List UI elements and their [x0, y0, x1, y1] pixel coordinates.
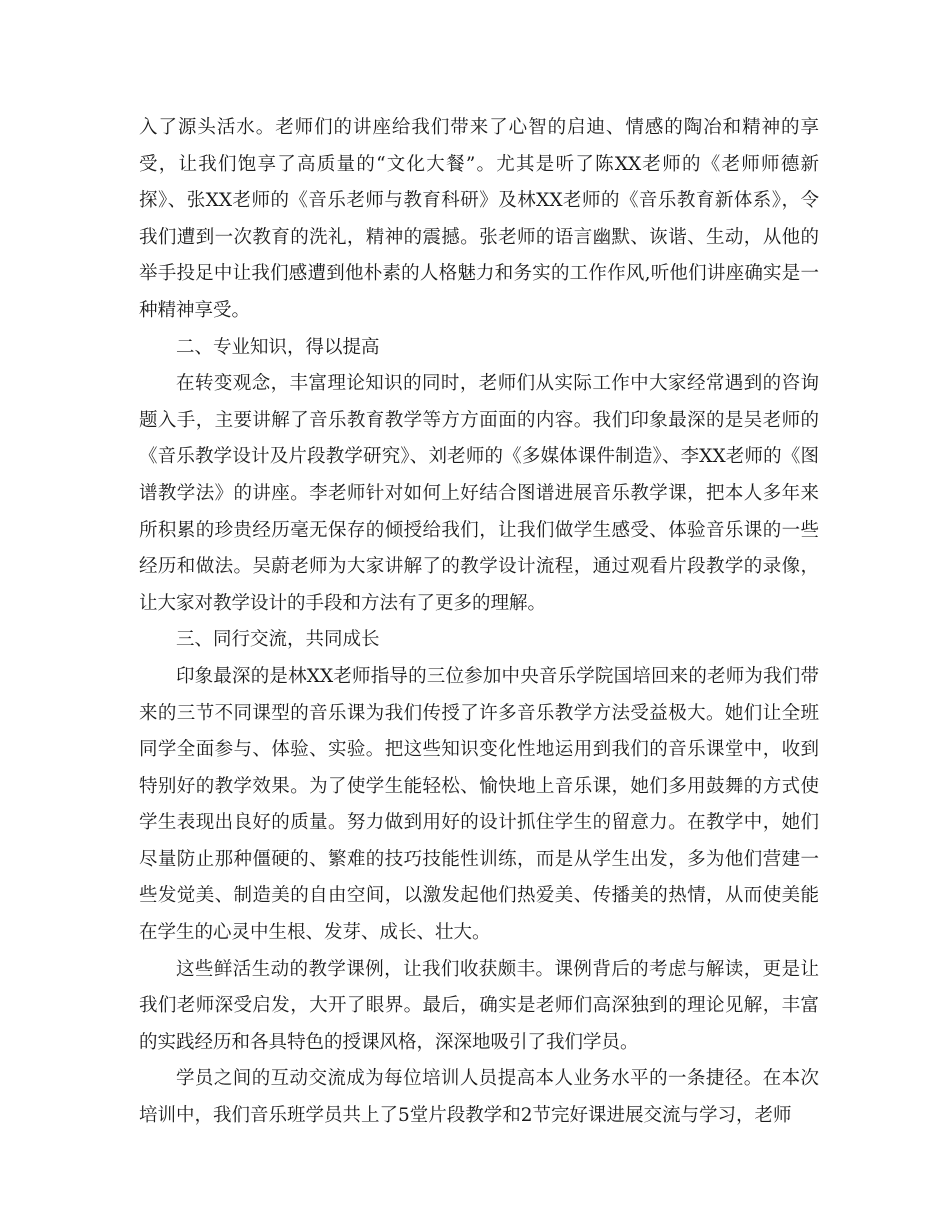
- paragraph-professional-knowledge: 在转变观念，丰富理论知识的同时，老师们从实际工作中大家经常遇到的咨询题入手，主要讲解了音乐教育教学等方方面面的内容。我们印象最深的是吴老师的《音乐教学设计及片段教学研究》、刘老师的《多媒体课件制造》、李XX老师的《图谱教学法》的讲座。李老师针对如何上好结合图谱进展音乐教学课，把本人多年来所积累的珍贵经历毫无保存的倾授给我们，让我们做学生感受、体验音乐课的一些经历和做法。吴蔚老师为大家讲解了的教学设计流程，通过观看片段教学的录像，让大家对教学设计的手段和方法有了更多的理解。: [139, 373, 819, 614]
- paragraph-lecture-summary: 入了源头活水。老师们的讲座给我们带来了心智的启迪、情感的陶冶和精神的享受，让我们饱享了高质量的“文化大餐”。尤其是听了陈XX老师的《老师师德新探》、张XX老师的《音乐老师与教育科研》及林XX老师的《音乐教育新体系》，令我们遭到一次教育的洗礼，精神的震撼。张老师的语言幽默、诙谐、生动，从他的举手投足中让我们感遭到他朴素的人格魅力和务实的工作作风,听他们讲座确实是一种精神享受。: [139, 117, 819, 321]
- paragraph-interaction: 学员之间的互动交流成为每位培训人员提高本人业务水平的一条捷径。在本次培训中，我们音乐班学员共上了5堂片段教学和2节完好课进展交流与学习，老师: [139, 1068, 819, 1127]
- section-heading-professional-knowledge: 二、专业知识，得以提高: [176, 336, 380, 358]
- section-heading-peer-exchange: 三、同行交流，共同成长: [176, 629, 380, 651]
- paragraph-gains: 这些鲜活生动的教学课例，让我们收获颇丰。课例背后的考虑与解读，更是让我们老师深受启发，大开了眼界。最后，确实是老师们高深独到的理论见解，丰富的实践经历和各具特色的授课风格，深深地吸引了我们学员。: [139, 958, 819, 1053]
- paragraph-demo-lessons: 印象最深的是林XX老师指导的三位参加中央音乐学院国培回来的老师为我们带来的三节不同课型的音乐课为我们传授了许多音乐教学方法受益极大。她们让全班同学全面参与、体验、实验。把这些知识变化性地运用到我们的音乐课堂中，收到特别好的教学效果。为了使学生能轻松、愉快地上音乐课，她们多用鼓舞的方式使学生表现出良好的质量。努力做到用好的设计抓住学生的留意力。在教学中，她们尽量防止那种僵硬的、繁难的技巧技能性训练，而是从学生出发，多为他们营建一些发觉美、制造美的自由空间，以激发起他们热爱美、传播美的热情，从而使美能在学生的心灵中生根、发芽、成长、壮大。: [139, 665, 819, 944]
- document-body: [139, 110, 819, 1135]
